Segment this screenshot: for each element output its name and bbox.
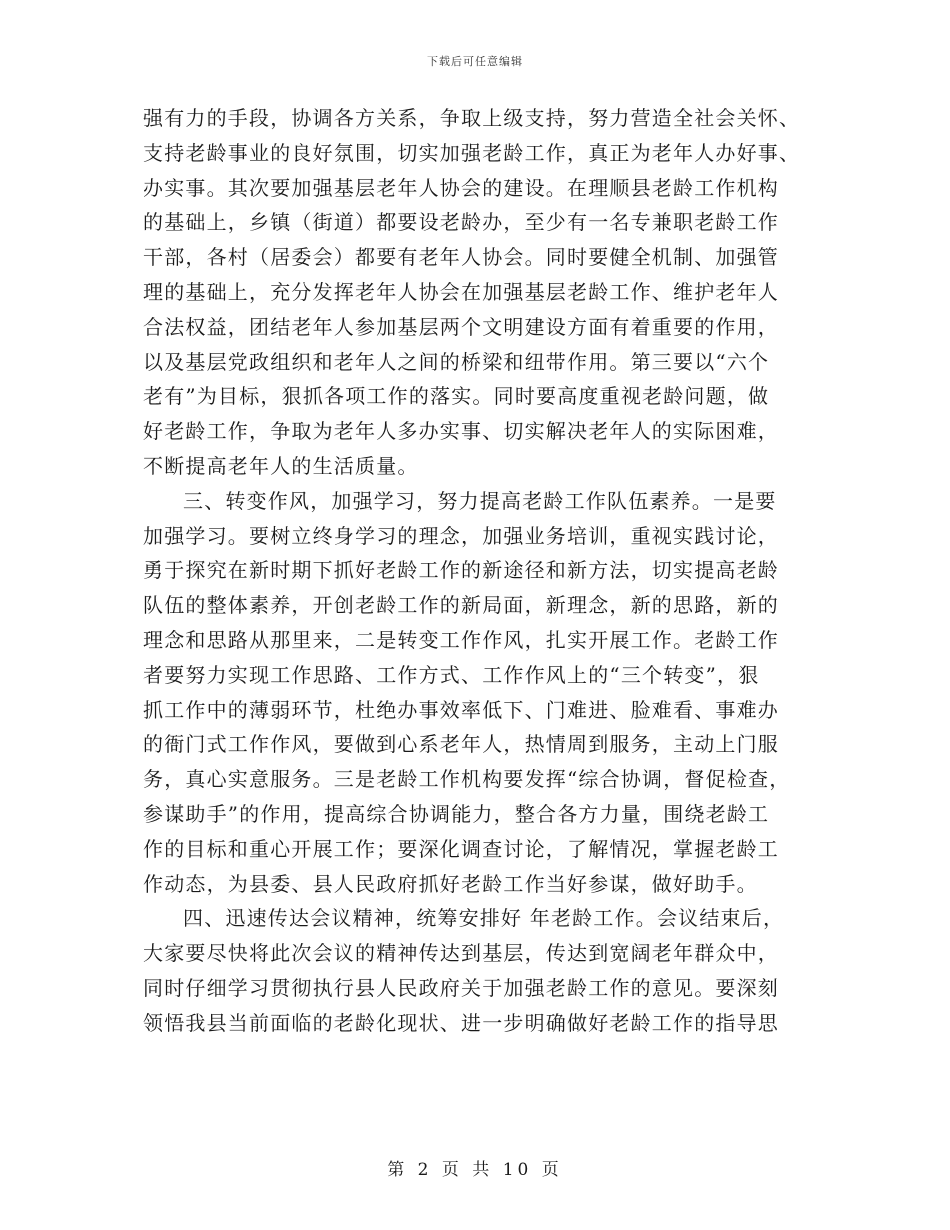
text-line: 老有”为目标，狠抓各项工作的落实。同时要高度重视老龄问题，做 (143, 384, 770, 409)
text-line: 干部，各村（居委会）都要有老年人协会。同时要健全机制、加强管 (143, 245, 779, 270)
text-line: 同时仔细学习贯彻执行县人民政府关于加强老龄工作的意见。要深刻 (143, 975, 779, 1000)
text-line: 者要努力实现工作思路、工作方式、工作作风上的“三个转变”，狠 (143, 662, 760, 687)
text-line: 办实事。其次要加强基层老年人协会的建设。在理顺县老龄工作机构 (143, 175, 779, 200)
text-line: 抓工作中的薄弱环节，杜绝办事效率低下、门难进、脸难看、事难办 (143, 697, 779, 722)
text-line: 的衙门式工作作风，要做到心系老年人，热情周到服务，主动上门服 (143, 732, 779, 757)
text-line: 理念和思路从那里来，二是转变工作作风，扎实开展工作。老龄工作 (143, 627, 779, 652)
text-line: 不断提高老年人的生活质量。 (143, 453, 419, 478)
document-body (143, 101, 803, 1041)
text-line: 作动态，为县委、县人民政府抓好老龄工作当好参谋，做好助手。 (143, 871, 758, 896)
text-line: 作的目标和重心开展工作；要深化调查讨论，了解情况，掌握老龄工 (143, 836, 779, 861)
text-line: 强有力的手段，协调各方关系，争取上级支持，努力营造全社会关怀、 (143, 106, 801, 130)
text-line: 好老龄工作，争取为老年人多办实事、切实解决老年人的实际困难， (143, 419, 779, 444)
text-line: 勇于探究在新时期下抓好老龄工作的新途径和新方法，切实提高老龄 (143, 558, 779, 583)
text-line: 以及基层党政组织和老年人之间的桥梁和纽带作用。第三要以“六个 (143, 349, 770, 374)
text-line: 参谋助手”的作用，提高综合协调能力，整合各方力量，围绕老龄工 (143, 801, 770, 826)
text-line: 的基础上，乡镇（街道）都要设老龄办，至少有一名专兼职老龄工作 (143, 210, 779, 235)
text-line: 合法权益，团结老年人参加基层两个文明建设方面有着重要的作用， (143, 314, 779, 339)
text-line: 领悟我县当前面临的老龄化现状、进一步明确做好老龄工作的指导思 (143, 1010, 779, 1035)
text-line: 理的基础上，充分发挥老年人协会在加强基层老龄工作、维护老年人 (143, 279, 779, 304)
text-line: 支持老龄事业的良好氛围，切实加强老龄工作，真正为老年人办好事、 (143, 140, 801, 165)
text-line: 队伍的整体素养，开创老龄工作的新局面，新理念，新的思路，新的 (143, 593, 779, 618)
text-line: 大家要尽快将此次会议的精神传达到基层，传达到宽阔老年群众中， (143, 941, 779, 966)
text-line: 务，真心实意服务。三是老龄工作机构要发挥“综合协调，督促检查， (143, 767, 791, 792)
page-number: 第 2 页 共 10 页 (387, 1160, 563, 1180)
page-header-note: 下载后可任意编辑 (427, 55, 523, 68)
paragraph-start-line: 四、迅速传达会议精神，统筹安排好 年老龄工作。会议结束后， (183, 906, 785, 931)
paragraph-start-line: 三、转变作风，加强学习，努力提高老龄工作队伍素养。一是要 (183, 488, 777, 513)
text-line: 加强学习。要树立终身学习的理念，加强业务培训，重视实践讨论， (143, 523, 779, 548)
